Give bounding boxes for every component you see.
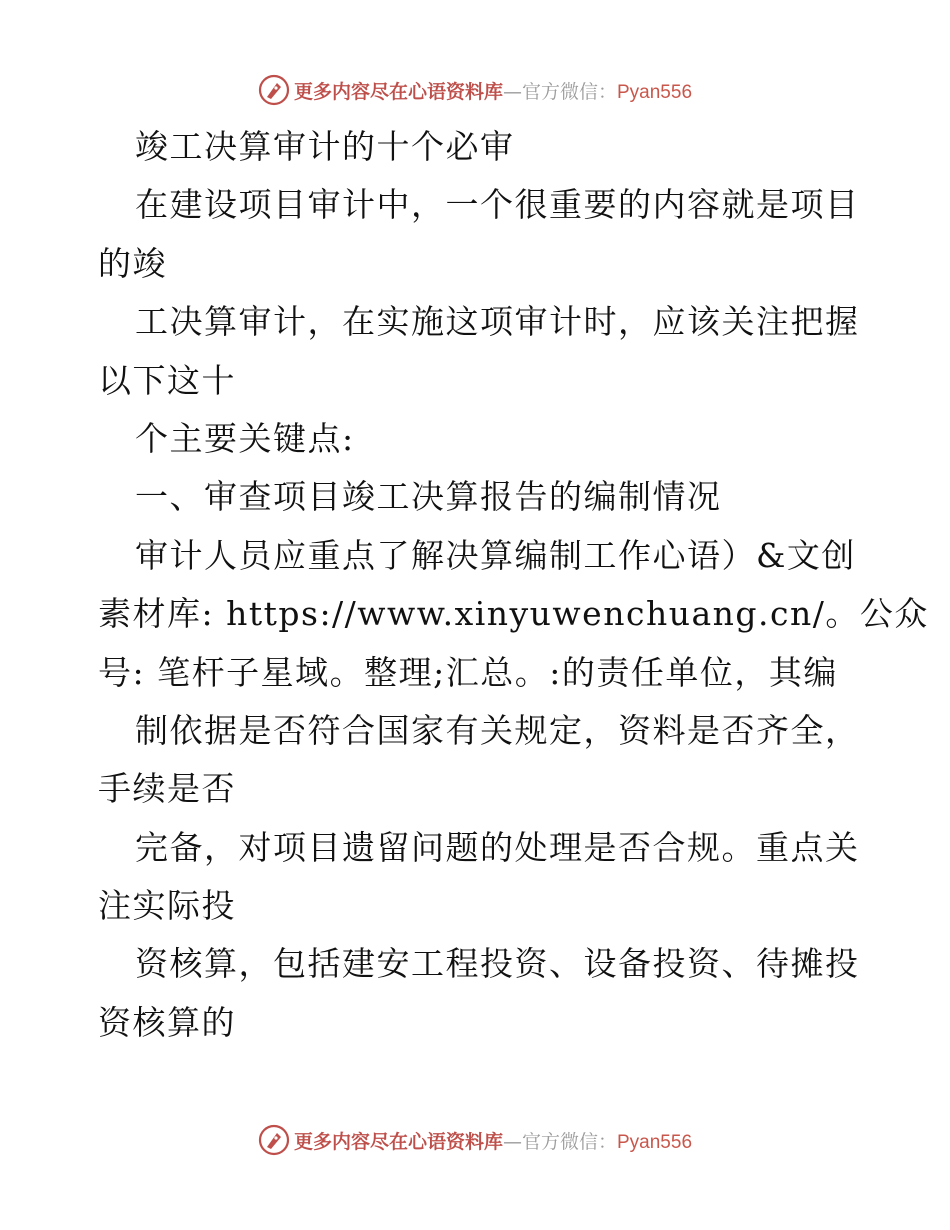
header-banner xyxy=(0,70,950,110)
text-line: 资核算的 xyxy=(98,1002,236,1042)
text-line: 个主要关键点: xyxy=(135,418,355,458)
text-line: 素材库: https://www.xinyuwenchuang.cn/。公众 xyxy=(98,594,929,634)
footer-banner-text xyxy=(294,1127,692,1154)
pen-nib-logo-icon xyxy=(258,74,290,106)
footer-banner-content xyxy=(258,1124,692,1156)
text-line: 竣工决算审计的十个必审 xyxy=(135,127,515,166)
text-line: 制依据是否符合国家有关规定，资料是否齐全， xyxy=(135,710,860,750)
text-line: 审计人员应重点了解决算编制工作心语）&文创 xyxy=(135,535,856,575)
pen-nib-logo-icon xyxy=(258,1124,290,1156)
banner-wechat-id: Pyan556 xyxy=(617,81,693,103)
banner-dash: — xyxy=(502,80,522,103)
text-line: 手续是否 xyxy=(98,769,236,809)
header-banner-text xyxy=(294,77,692,104)
banner-wechat-label: 官方微信： xyxy=(521,1130,617,1153)
text-line: 一、审查项目竣工决算报告的编制情况 xyxy=(135,477,722,517)
text-line: 以下这十 xyxy=(98,360,236,400)
text-line: 的竣 xyxy=(98,243,167,283)
document-body xyxy=(98,118,929,1052)
banner-site-text: 更多内容尽在心语资料库 xyxy=(293,80,503,103)
banner-dash: — xyxy=(502,1130,522,1153)
text-line: 号: 笔杆子星域。整理;汇总。:的责任单位，其编 xyxy=(98,652,838,692)
banner-wechat-id: Pyan556 xyxy=(617,1131,693,1153)
text-line: 完备，对项目遗留问题的处理是否合规。重点关 xyxy=(135,827,860,867)
text-line: 资核算，包括建安工程投资、设备投资、待摊投 xyxy=(135,944,860,984)
text-line: 工决算审计，在实施这项审计时，应该关注把握 xyxy=(135,302,860,342)
text-line: 在建设项目审计中，一个很重要的内容就是项目 xyxy=(135,185,860,225)
footer-banner xyxy=(0,1120,950,1160)
banner-wechat-label: 官方微信： xyxy=(521,80,617,103)
text-line: 注实际投 xyxy=(98,886,236,926)
banner-site-text: 更多内容尽在心语资料库 xyxy=(293,1130,503,1153)
header-banner-content xyxy=(258,74,692,106)
